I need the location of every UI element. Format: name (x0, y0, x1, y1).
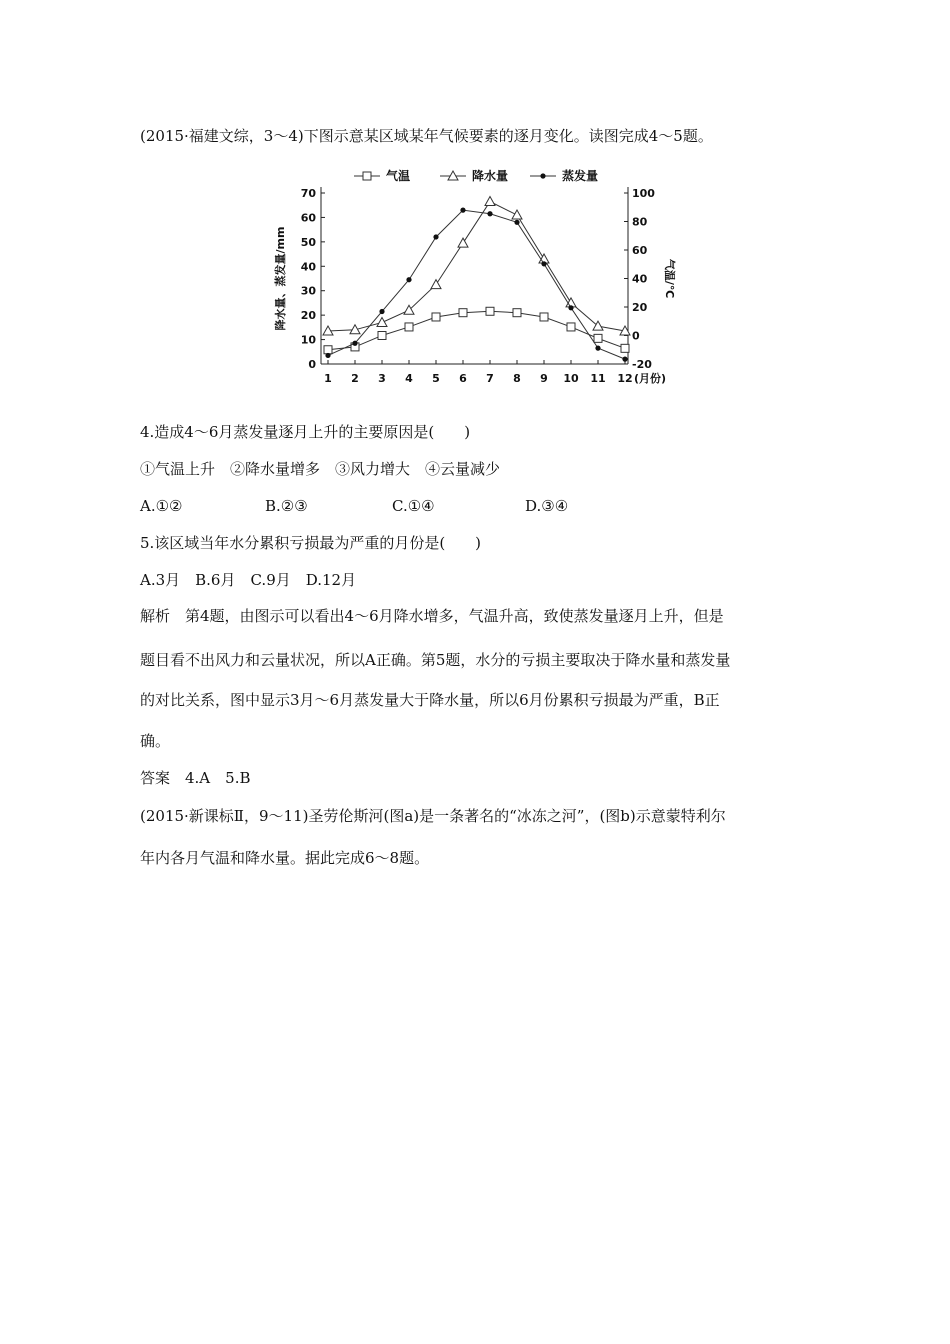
data-point (568, 305, 573, 310)
data-point (433, 234, 438, 239)
left-tick-label: 20 (300, 309, 316, 323)
data-point (459, 309, 467, 317)
x-tick-label: 10 (563, 372, 579, 385)
data-point (621, 344, 629, 352)
left-tick-label: 70 (300, 187, 316, 200)
question-4-option-a: A.①② (140, 497, 183, 515)
data-point (595, 346, 600, 351)
intro-2-line: (2015·新课标Ⅱ，9～11)圣劳伦斯河(图a)是一条著名的“冰冻之河”，(图b)示意蒙特利尔 (140, 807, 726, 825)
x-tick-label: 5 (432, 372, 440, 385)
question-4-option-d: D.③④ (525, 497, 569, 515)
intro-line-1: (2015·福建文综，3～4)下图示意某区域某年气候要素的逐月变化。读图完成4～5题。 (140, 127, 713, 145)
legend-label: 气温 (386, 169, 411, 183)
x-tick-label: 11 (590, 372, 606, 385)
right-tick-label: 80 (632, 215, 648, 229)
question-4-option-c: C.①④ (392, 497, 435, 515)
x-tick-label: 7 (486, 372, 494, 385)
data-point (487, 211, 492, 216)
question-4-option-b: B.②③ (265, 497, 308, 515)
data-point (377, 317, 387, 326)
analysis-line: 确。 (140, 732, 171, 750)
data-point (352, 341, 357, 346)
data-point (432, 313, 440, 321)
analysis-line: 解析 第4题，由图示可以看出4～6月降水增多，气温升高，致使蒸发量逐月上升，但是 (140, 607, 724, 625)
question-4-stem: 4.造成4～6月蒸发量逐月上升的主要原因是( ) (140, 423, 471, 441)
data-point (325, 353, 330, 358)
x-tick-label: 4 (405, 372, 413, 385)
right-tick-label: 0 (632, 329, 640, 343)
right-tick-label: 100 (632, 187, 655, 200)
series-line (328, 210, 625, 359)
right-tick-label: -20 (632, 358, 652, 371)
legend-marker (540, 173, 545, 178)
x-tick-label: 3 (378, 372, 386, 385)
data-point (540, 313, 548, 321)
right-tick-label: 60 (632, 244, 648, 257)
answer-line: 答案 4.A 5.B (140, 769, 251, 787)
left-axis-label: 降水量、蒸发量/mm (274, 226, 287, 331)
question-4-items: ①气温上升 ②降水量增多 ③风力增大 ④云量减少 (140, 460, 501, 478)
data-point (567, 323, 575, 331)
data-point (324, 346, 332, 354)
question-5-stem: 5.该区域当年水分累积亏损最为严重的月份是( ) (140, 534, 482, 552)
right-tick-label: 40 (632, 272, 648, 286)
analysis-line: 的对比关系，图中显示3月～6月蒸发量大于降水量，所以6月份累积亏损最为严重，B正 (140, 691, 720, 709)
data-point (486, 307, 494, 315)
data-point (379, 309, 384, 314)
left-tick-label: 0 (308, 358, 316, 371)
data-point (405, 323, 413, 331)
legend-label: 降水量 (472, 169, 509, 183)
analysis-line: 题目看不出风力和云量状况，所以A正确。第5题，水分的亏损主要取决于降水量和蒸发量 (140, 651, 731, 669)
x-tick-label: 12 (617, 372, 633, 385)
climate-chart (262, 158, 702, 388)
legend-marker (363, 172, 371, 180)
x-tick-label: 2 (351, 372, 359, 385)
x-tick-label: 8 (513, 372, 521, 385)
x-tick-label: 1 (324, 372, 332, 385)
right-axis-label: 气温/℃ (663, 258, 676, 299)
data-point (431, 280, 441, 289)
data-point (514, 220, 519, 225)
question-5-options: A.3月 B.6月 C.9月 D.12月 (140, 571, 357, 589)
left-tick-label: 60 (300, 211, 316, 225)
data-point (458, 238, 468, 247)
intro-2-line: 年内各月气温和降水量。据此完成6～8题。 (140, 849, 430, 867)
right-tick-label: 20 (632, 301, 648, 314)
x-tick-label: 6 (459, 372, 467, 385)
chart-legend (354, 168, 598, 183)
data-point (594, 334, 602, 342)
data-point (460, 208, 465, 213)
x-axis-label: (月份) (634, 372, 667, 385)
data-point (513, 309, 521, 317)
data-point (622, 357, 627, 362)
left-tick-label: 10 (300, 333, 316, 347)
left-tick-label: 30 (300, 284, 316, 298)
data-point (378, 332, 386, 340)
legend-label: 蒸发量 (562, 169, 599, 183)
x-tick-label: 9 (540, 372, 548, 385)
left-tick-label: 50 (300, 235, 316, 249)
series-line (328, 311, 625, 349)
data-point (512, 210, 522, 219)
data-point (541, 261, 546, 266)
data-point (485, 197, 495, 206)
chart-series (323, 197, 630, 362)
data-point (406, 277, 411, 282)
left-tick-label: 40 (300, 260, 316, 274)
